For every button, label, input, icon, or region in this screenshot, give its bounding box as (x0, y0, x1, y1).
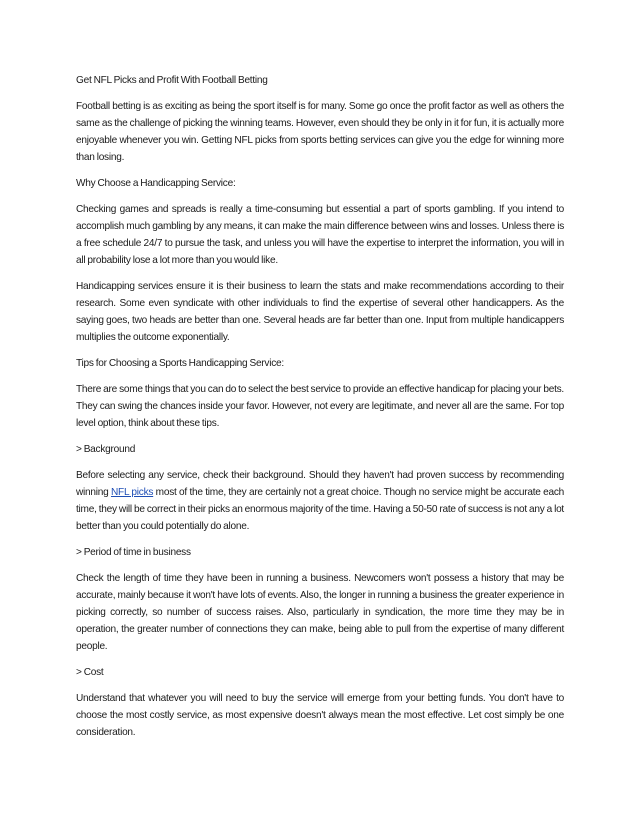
paragraph-checking-games: Checking games and spreads is really a time-consuming but essential a part of sports gambling. If you intend to accomplish much gambling by any means, it can make the main difference between wins and losses. Unless there is a free schedule 24/7 to pursue the task, and unless you will have the expertise to interpret the information, you will in all probability lose a lot more than you would like. (76, 204, 564, 266)
paragraph-handicapping-services: Handicapping services ensure it is their business to learn the stats and make recommendations according to their research. Some even syndicate with other individuals to find the expertise of several other handicappers. As the saying goes, two heads are better than one. Several heads are far better than one. Input from multiple handicappers multiplies the outcome exponentially. (76, 281, 564, 343)
paragraph-cost: Understand that whatever you will need to buy the service will emerge from your betting funds. You don't have to choose the most costly service, as most expensive doesn't always mean the most effective. Let cost simply be one consideration. (76, 693, 564, 738)
section-heading-why-choose: Why Choose a Handicapping Service: (76, 178, 236, 189)
background-text-before: Before selecting any service, check their background. Should they haven't had proven success by recommending winning (76, 470, 564, 498)
paragraph-period-of-time: Check the length of time they have been in running a business. Newcomers won't possess a history that may be accurate, mainly because it won't have lots of events. Also, the longer in running a business the greater experience in picking correctly, so number of success raises. Also, particularly in syndication, the more time they may be in operation, the greater number of connections they can make, being able to pull from the expertise of many different people. (76, 573, 564, 652)
nfl-picks-link[interactable]: NFL picks (110, 487, 154, 498)
subheading-cost: > Cost (76, 667, 104, 678)
document-title: Get NFL Picks and Profit With Football Betting (76, 75, 268, 86)
paragraph-background (76, 467, 564, 535)
intro-paragraph: Football betting is as exciting as being the sport itself is for many. Some go once the profit factor as well as others the same as the challenge of picking the winning teams. However, even should they be only in it for fun, it is actually more enjoyable whenever you win. Getting NFL picks from sports betting services can give you the edge for winning more than losing. (76, 101, 564, 163)
section-heading-tips: Tips for Choosing a Sports Handicapping Service: (76, 358, 284, 369)
background-text-after: most of the time, they are certainly not a great choice. Though no service might be accurate each time, they will be correct in their picks an enormous majority of the time. Having a 50-50 rate of success is not any a lot better than you could potentially do alone. (76, 487, 564, 532)
subheading-period-of-time: > Period of time in business (76, 547, 191, 558)
paragraph-tips: There are some things that you can do to select the best service to provide an effective handicap for placing your bets. They can swing the chances inside your favor. However, not every are legitimate, and never all are the same. For top level option, think about these tips. (76, 384, 564, 429)
document-page (76, 72, 564, 750)
subheading-background: > Background (76, 444, 136, 455)
